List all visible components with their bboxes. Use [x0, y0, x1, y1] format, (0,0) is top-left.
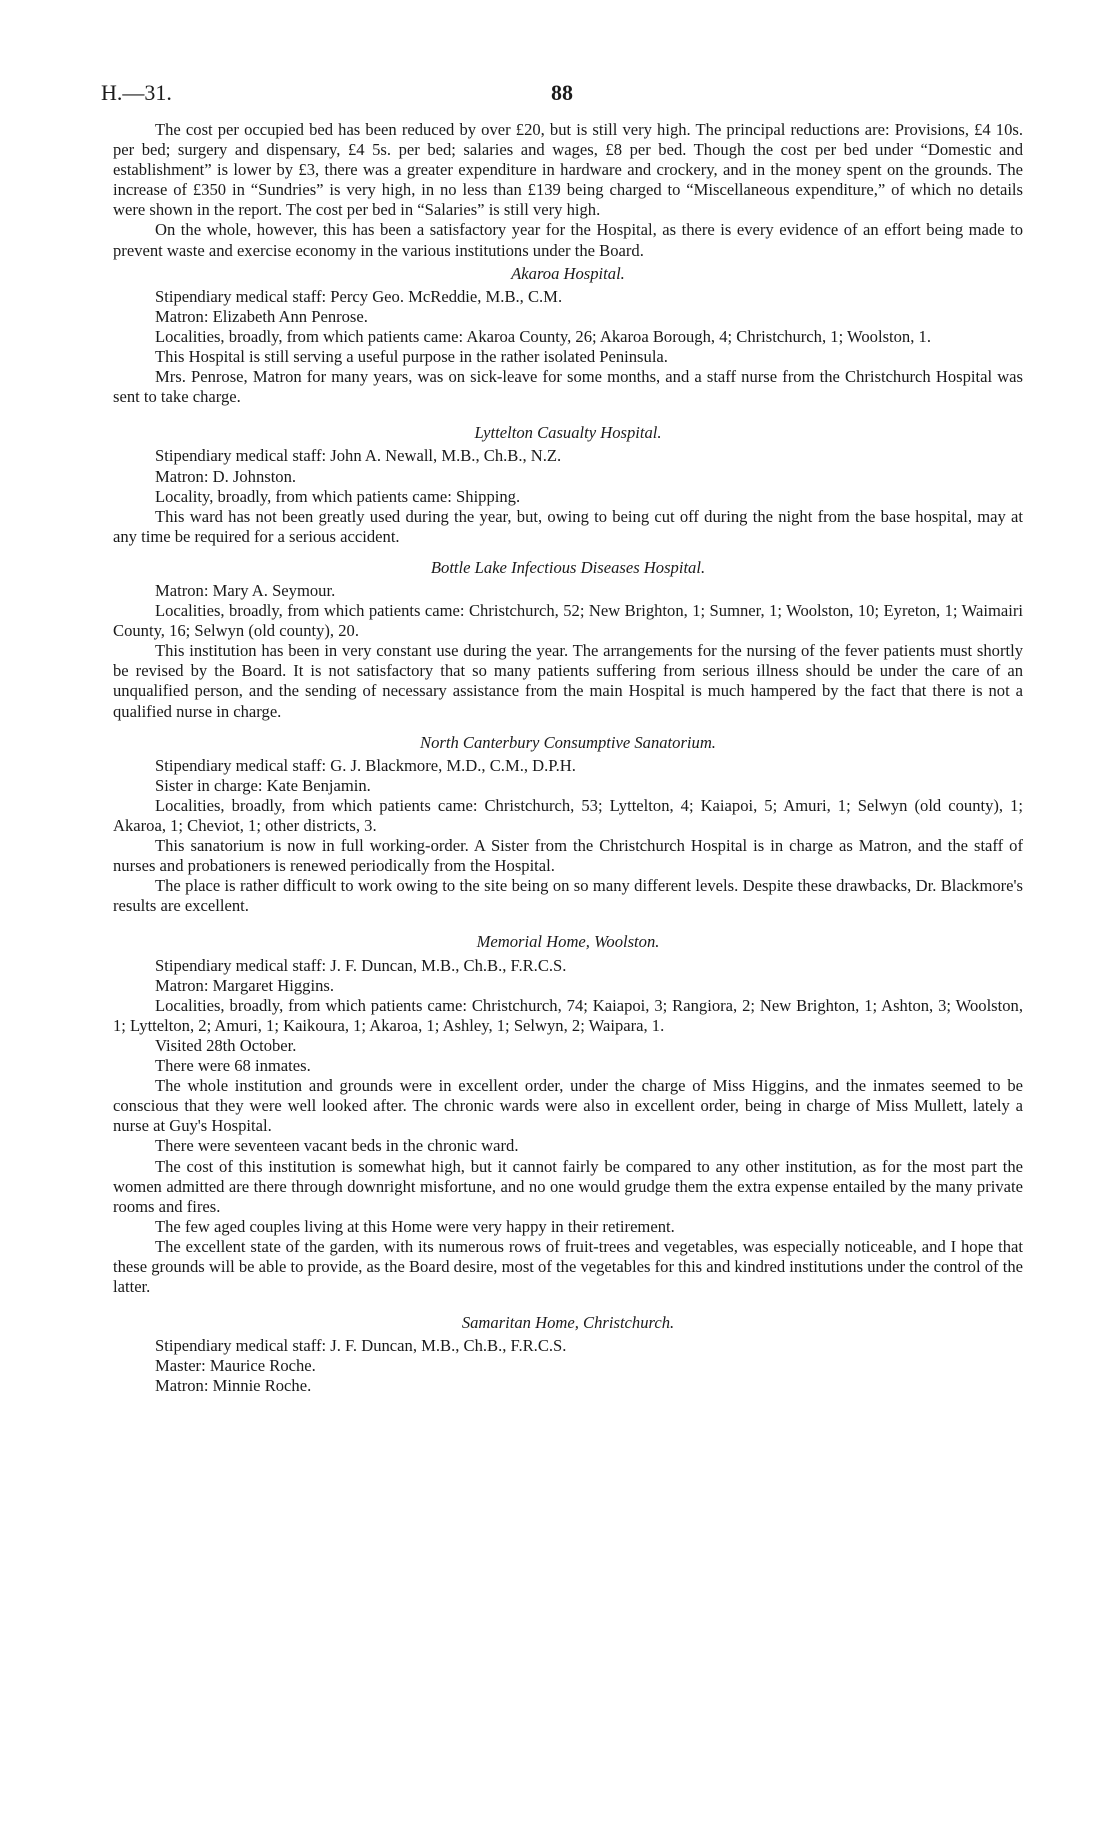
- localities-paragraph: Localities, broadly, from which patients came: Christchurch, 52; New Brighton, 1; Sumner, 1; Woolston, 10; Eyreton, 1; Waimairi County, 16; Selwyn (old county), 20.: [113, 601, 1023, 641]
- staff-line: Stipendiary medical staff: J. F. Duncan, M.B., Ch.B., F.R.C.S.: [155, 955, 567, 975]
- body-paragraph: The excellent state of the garden, with its numerous rows of fruit-trees and vegetables, was especially noticeable, and I hope that these grounds will be able to provide, as the Board desire, most of the vegetables for this and kindred institutions under the control of the latter.: [113, 1236, 1023, 1297]
- localities-paragraph: Localities, broadly, from which patients came: Christchurch, 53; Lyttelton, 4; Kaiapoi, 5; Amuri, 1; Selwyn (old county), 1; Akaroa, 1; Cheviot, 1; other districts, 3.: [113, 795, 1023, 835]
- visit-date: Visited 28th October.: [155, 1035, 297, 1055]
- page-number: 88: [551, 80, 573, 105]
- section-heading: Akaroa Hospital.: [511, 263, 625, 283]
- body-paragraph: This institution has been in very constant use during the year. The arrangements for the nursing of the fever patients must shortly be revised by the Board. It is not satisfactory that so many patients suffering from serious illness should be under the care of an unqualified person, and the sending of necessary assistance from the main Hospital is much hampered by the fact that there is not a qualified nurse in charge.: [113, 641, 1023, 721]
- matron-line: Matron: Margaret Higgins.: [155, 975, 334, 995]
- inmate-count: There were 68 inmates.: [155, 1056, 311, 1076]
- section-heading: Samaritan Home, Christchurch.: [461, 1313, 675, 1333]
- body-paragraph: This ward has not been greatly used during the year, but, owing to being cut off during the night from the base hospital, may at any time be required for a serious accident.: [113, 506, 1023, 546]
- body-paragraph: The place is rather difficult to work owing to the site being on so many different levels. Despite these drawbacks, Dr. Blackmore's results are excellent.: [113, 876, 1023, 916]
- section-heading: Bottle Lake Infectious Diseases Hospital.: [430, 557, 706, 577]
- matron-line: Matron: D. Johnston.: [155, 466, 297, 486]
- document-body: [113, 120, 1023, 1397]
- body-paragraph: The cost of this institution is somewhat high, but it cannot fairly be compared to any other institution, as for the most part the women admitted are there through downright misfortune, and no one would grudge them the extra expense entailed by the many private rooms and fires.: [113, 1156, 1023, 1216]
- sister-line: Sister in charge: Kate Benjamin.: [155, 775, 371, 795]
- matron-line: Matron: Mary A. Seymour.: [155, 580, 336, 600]
- body-paragraph: There were seventeen vacant beds in the chronic ward.: [155, 1136, 519, 1156]
- staff-line: Stipendiary medical staff: John A. Newall, M.B., Ch.B., N.Z.: [155, 446, 562, 466]
- body-paragraph: The whole institution and grounds were in excellent order, under the charge of Miss Higgins, and the inmates seemed to be conscious that they were well looked after. The chronic wards were also in excellent order, being in charge of Miss Mullett, lately a nurse at Guy's Hospital.: [113, 1076, 1023, 1136]
- intro-paragraph: On the whole, however, this has been a satisfactory year for the Hospital, as there is every evidence of an effort being made to prevent waste and exercise economy in the various institutions under the Board.: [113, 220, 1023, 260]
- body-paragraph: Mrs. Penrose, Matron for many years, was on sick-leave for some months, and a staff nurse from the Christchurch Hospital was sent to take charge.: [113, 367, 1023, 407]
- staff-line: Stipendiary medical staff: Percy Geo. McReddie, M.B., C.M.: [155, 286, 563, 306]
- section-heading: North Canterbury Consumptive Sanatorium.: [420, 732, 716, 752]
- matron-line: Matron: Minnie Roche.: [155, 1376, 312, 1396]
- body-paragraph: This sanatorium is now in full working-order. A Sister from the Christchurch Hospital is in charge as Matron, and the staff of nurses and probationers is renewed periodically from the Hospital.: [113, 836, 1023, 876]
- matron-line: Matron: Elizabeth Ann Penrose.: [155, 306, 368, 326]
- section-heading: Memorial Home, Woolston.: [476, 932, 660, 952]
- staff-line: Stipendiary medical staff: G. J. Blackmore, M.D., C.M., D.P.H.: [155, 755, 576, 775]
- document-page: [101, 80, 1023, 1397]
- staff-line: Stipendiary medical staff: J. F. Duncan, M.B., Ch.B., F.R.C.S.: [155, 1336, 567, 1356]
- intro-paragraph: The cost per occupied bed has been reduced by over £20, but is still very high. The principal reductions are: Provisions, £4 10s. per bed; surgery and dispensary, £4 5s. per bed; salaries and wages, £8 per bed. Though the cost per bed under “Domestic and establishment” is lower by £3, there was a greater expenditure in hardware and crockery, and in the money spent on the grounds. The increase of £350 in “Sundries” is very high, in no less than £139 being charged to “Miscellaneous expenditure,” of which no details were shown in the report. The cost per bed in “Salaries” is still very high.: [113, 120, 1023, 220]
- parliamentary-paper-code: H.—31.: [101, 80, 172, 105]
- localities-paragraph: Locality, broadly, from which patients came: Shipping.: [155, 486, 521, 506]
- page-header: [101, 80, 1023, 120]
- master-line: Master: Maurice Roche.: [155, 1356, 316, 1376]
- section-heading: Lyttelton Casualty Hospital.: [474, 423, 662, 443]
- body-paragraph: The few aged couples living at this Home were very happy in their retirement.: [155, 1216, 675, 1236]
- body-paragraph: This Hospital is still serving a useful purpose in the rather isolated Peninsula.: [155, 347, 668, 367]
- localities-paragraph: Localities, broadly, from which patients came: Akaroa County, 26; Akaroa Borough, 4; Christchurch, 1; Woolston, 1.: [155, 326, 931, 346]
- localities-paragraph: Localities, broadly, from which patients came: Christchurch, 74; Kaiapoi, 3; Rangiora, 2; New Brighton, 1; Ashton, 3; Woolston, 1; Lyttelton, 2; Amuri, 1; Kaikoura, 1; Akaroa, 1; Ashley, 1; Selwyn, 2; Waipara, 1.: [113, 995, 1023, 1035]
